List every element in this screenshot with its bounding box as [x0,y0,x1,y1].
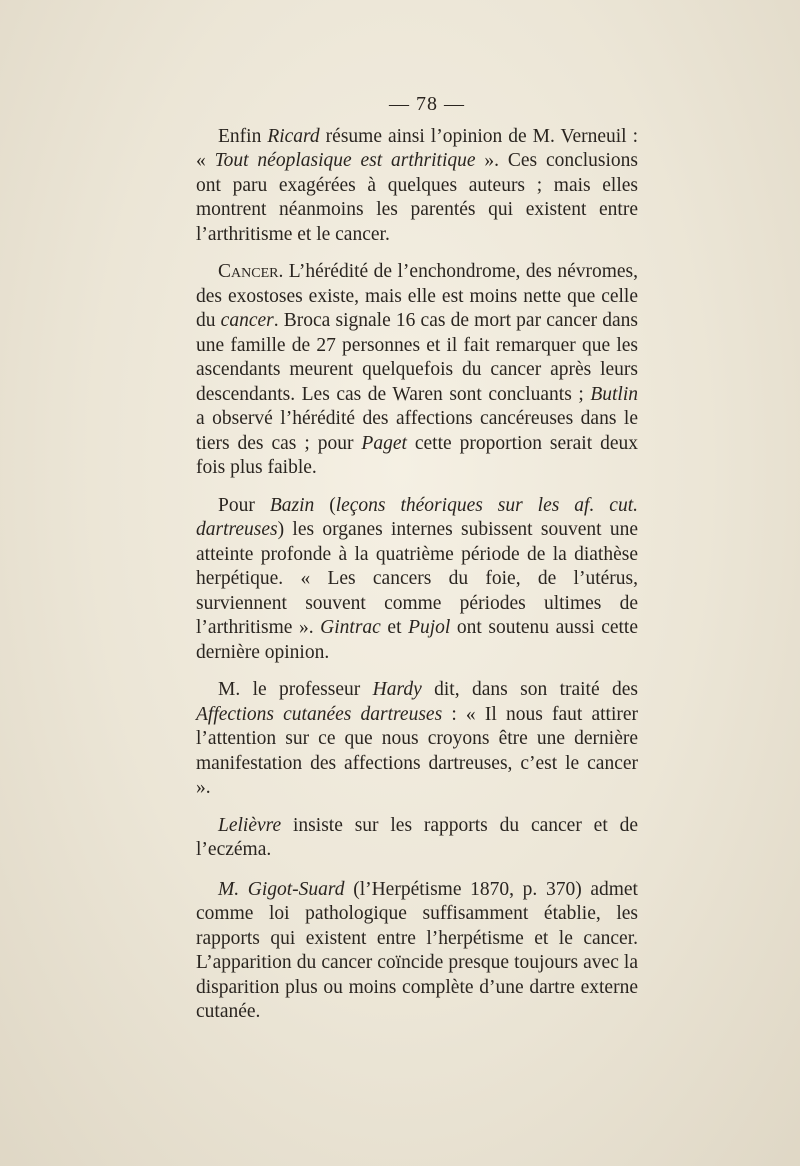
text-run: cette proportion serait deux fois plus faible. [196,432,638,478]
text-run: . L’hérédité de l’enchondrome, des névromes, des exostoses existe, mais elle est moins nette que celle du [196,261,638,331]
text-run: ont soutenu aussi cette dernière opinion. [196,617,639,663]
text-run: insiste sur les rapports du cancer et de l’eczéma. [196,814,638,860]
text-run: . Broca signale 16 cas de mort par cancer dans une famille de 27 personnes et il fait remarquer que les ascendants meurent quelquefois du cancer après leurs descendants. Les cas de Waren sont concluants ; [196,310,639,405]
text-run: M. le professeur [218,679,373,700]
author-name: Lelièvre [218,814,282,836]
quotation: Tout néoplasique est arthritique [214,150,476,171]
text-run: dit, dans son traité des [421,679,639,700]
author-name: Butlin [590,383,638,405]
emphasis: cancer [220,310,274,331]
text-run: Enfin [218,125,268,147]
book-title: Affections cutanées dartreuses [196,703,443,725]
author-name: Paget [361,432,407,454]
text-run: a observé l’hérédité des affections cancéreuses dans le tiers des cas ; pour [196,408,638,454]
page-number: — 78 — [389,93,465,115]
section-heading: Cancer [218,261,279,282]
paragraph-2 [196,260,638,481]
text-run: et [380,617,409,638]
author-name: M. Gigot-Suard [218,878,345,900]
text-run: : « Il nous faut attirer l’attention sur ce que nous croyons être une dernière manifestation des affections dartreuses, c’est le cancer ». [196,703,638,798]
paragraph-3 [196,494,638,666]
text-run: Pour [218,494,270,516]
book-title: leçons théoriques sur les af. cut. dartreuses [196,494,639,540]
author-name: Bazin [269,494,315,516]
text-run: ». Ces conclusions ont paru exagérées à quelques auteurs ; mais elles montrent néanmoins les parentés qui existent entre l’arthritisme et le cancer. [196,150,639,245]
text-column [196,92,638,1038]
author-name: Gintrac [320,617,381,638]
text-run: résume ainsi l’opinion de M. Verneuil : « [196,125,638,171]
author-name: Ricard [267,125,320,147]
text-run: ( [314,494,336,516]
paragraph-5 [196,814,638,863]
author-name: Pujol [408,617,451,638]
text-run: ) les organes internes subissent souvent une atteinte profonde à la quatrième période de la diathèse herpétique. « Les cancers du foie, de l’utérus, surviennent souvent comme périodes ultimes de l’arthritisme ». [196,519,638,638]
text-run: (l’Herpétisme 1870, p. 370) admet comme loi pathologique suffisamment établie, les rapports qui existent entre l’herpétisme et le cancer. L’apparition du cancer coïncide presque toujours avec la disparition plus ou moins complète d’une dartre externe cutanée. [196,878,638,1022]
paragraph-1 [196,125,638,248]
author-name: Hardy [372,679,422,700]
paragraph-6 [196,878,638,1025]
paragraph-4 [196,678,638,801]
